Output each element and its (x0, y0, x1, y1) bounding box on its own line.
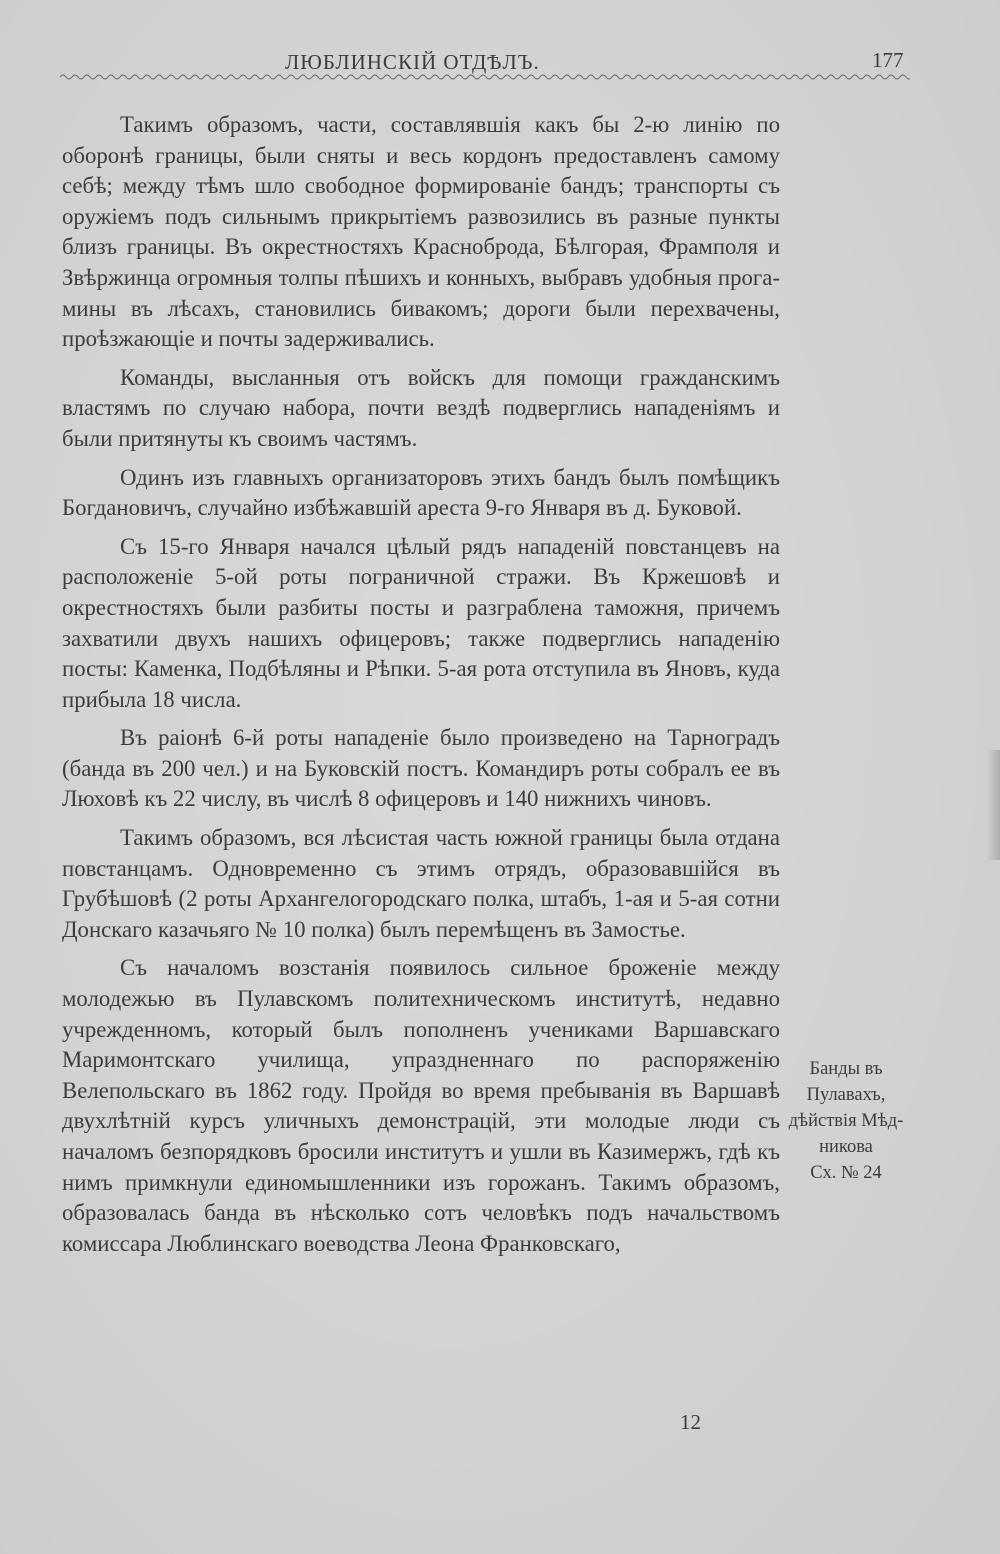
signature-mark: 12 (680, 1410, 701, 1434)
running-title: ЛЮБЛИНСКIЙ ОТДѢЛЪ. (285, 50, 540, 74)
margin-note-line: никова (819, 1137, 873, 1157)
paragraph: Такимъ образомъ, вся лѣсистая часть южной границы была отдана повстанцамъ. Одновременно съ этимъ отрядъ, образовавшiйся въ Грубѣшовѣ (2 роты Архангелогородскаго полка, штабъ, 1-ая и 5-ая сотни Донскаго казачьяго № 10 полка) былъ перемѣщенъ въ Замостье. (62, 825, 780, 942)
margin-note-line: Сх. № 24 (810, 1163, 882, 1183)
paragraph: Съ началомъ возстанiя появилось сильное броженiе между молодежью въ Пулавскомъ политехническомъ институтѣ, недавно учрежденномъ, который былъ пополненъ учениками Варшавскаго Маримонтскаго училища, упраздненнаго по распоряженiю Велепольскаго въ 1862 году. Пройдя во время пребыванiя въ Варшавѣ двухлѣтнiй курсъ уличныхъ демонстрацiй, эти молодые люди съ началомъ безпорядковъ бросили институтъ и ушли въ Казимержъ, гдѣ къ нимъ примкнули единомышленники изъ горожанъ. Такимъ образомъ, образовалась банда въ нѣсколько сотъ человѣкъ подъ начальствомъ комиссара Люблинскаго воеводства Леона Франковскаго, (62, 955, 780, 1256)
paragraph: Одинъ изъ главныхъ организаторовъ этихъ бандъ былъ помѣщикъ Богдановичъ, случайно избѣжавшiй ареста 9-го Января въ д. Буковой. (62, 464, 780, 521)
page-number: 177 (872, 48, 904, 72)
wavy-rule-divider (60, 72, 910, 82)
paragraph: Такимъ образомъ, части, составлявшiя какъ бы 2-ю линiю по оборонѣ границы, были сняты и весь кордонъ предоставленъ самому себѣ; между тѣмъ шло свободное формированiе бандъ; транспорты съ оружiемъ подъ сильнымъ прикрытiемъ развозились въ разные пункты близъ границы. Въ окрестностяхъ Красноброда, Бѣлгорая, Фрамполя и Звѣржинца огромныя толпы пѣшихъ и конныхъ, выбравъ удобныя прогамины въ лѣсахъ, становились бивакомъ; дороги были перехвачены, проѣзжающiе и почты задерживались. (62, 112, 780, 352)
page-edge-shadow (986, 750, 1000, 860)
paragraph: Команды, высланныя отъ войскъ для помощи гражданскимъ властямъ по случаю набора, почти вездѣ подверглись нападенiямъ и были притянуты къ своимъ частямъ. (62, 364, 780, 451)
margin-note (786, 1056, 906, 1186)
margin-note-line: Банды въ (809, 1059, 883, 1079)
paragraph: Въ раiонѣ 6-й роты нападенiе было произведено на Тарноградъ (банда въ 200 чел.) и на Буковскiй постъ. Командиръ роты собралъ ее въ Люховѣ къ 22 числу, въ числѣ 8 офицеровъ и 140 нижнихъ чиновъ. (62, 725, 780, 812)
paragraph: Съ 15-го Января начался цѣлый рядъ нападенiй повстанцевъ на расположенiе 5-ой роты пограничной стражи. Въ Кржешовѣ и окрестностяхъ были разбиты посты и разграблена таможня, причемъ захватили двухъ нашихъ офицеровъ; также подверглись нападенiю посты: Каменка, Подбѣляны и Рѣпки. 5-ая рота отступила въ Яновъ, куда прибыла 18 числа. (62, 533, 780, 712)
margin-note-line: дѣйствiя Мѣд- (788, 1111, 904, 1131)
margin-note-line: Пулавахъ, (806, 1085, 886, 1105)
running-head (60, 44, 910, 84)
body-text (62, 110, 780, 1267)
